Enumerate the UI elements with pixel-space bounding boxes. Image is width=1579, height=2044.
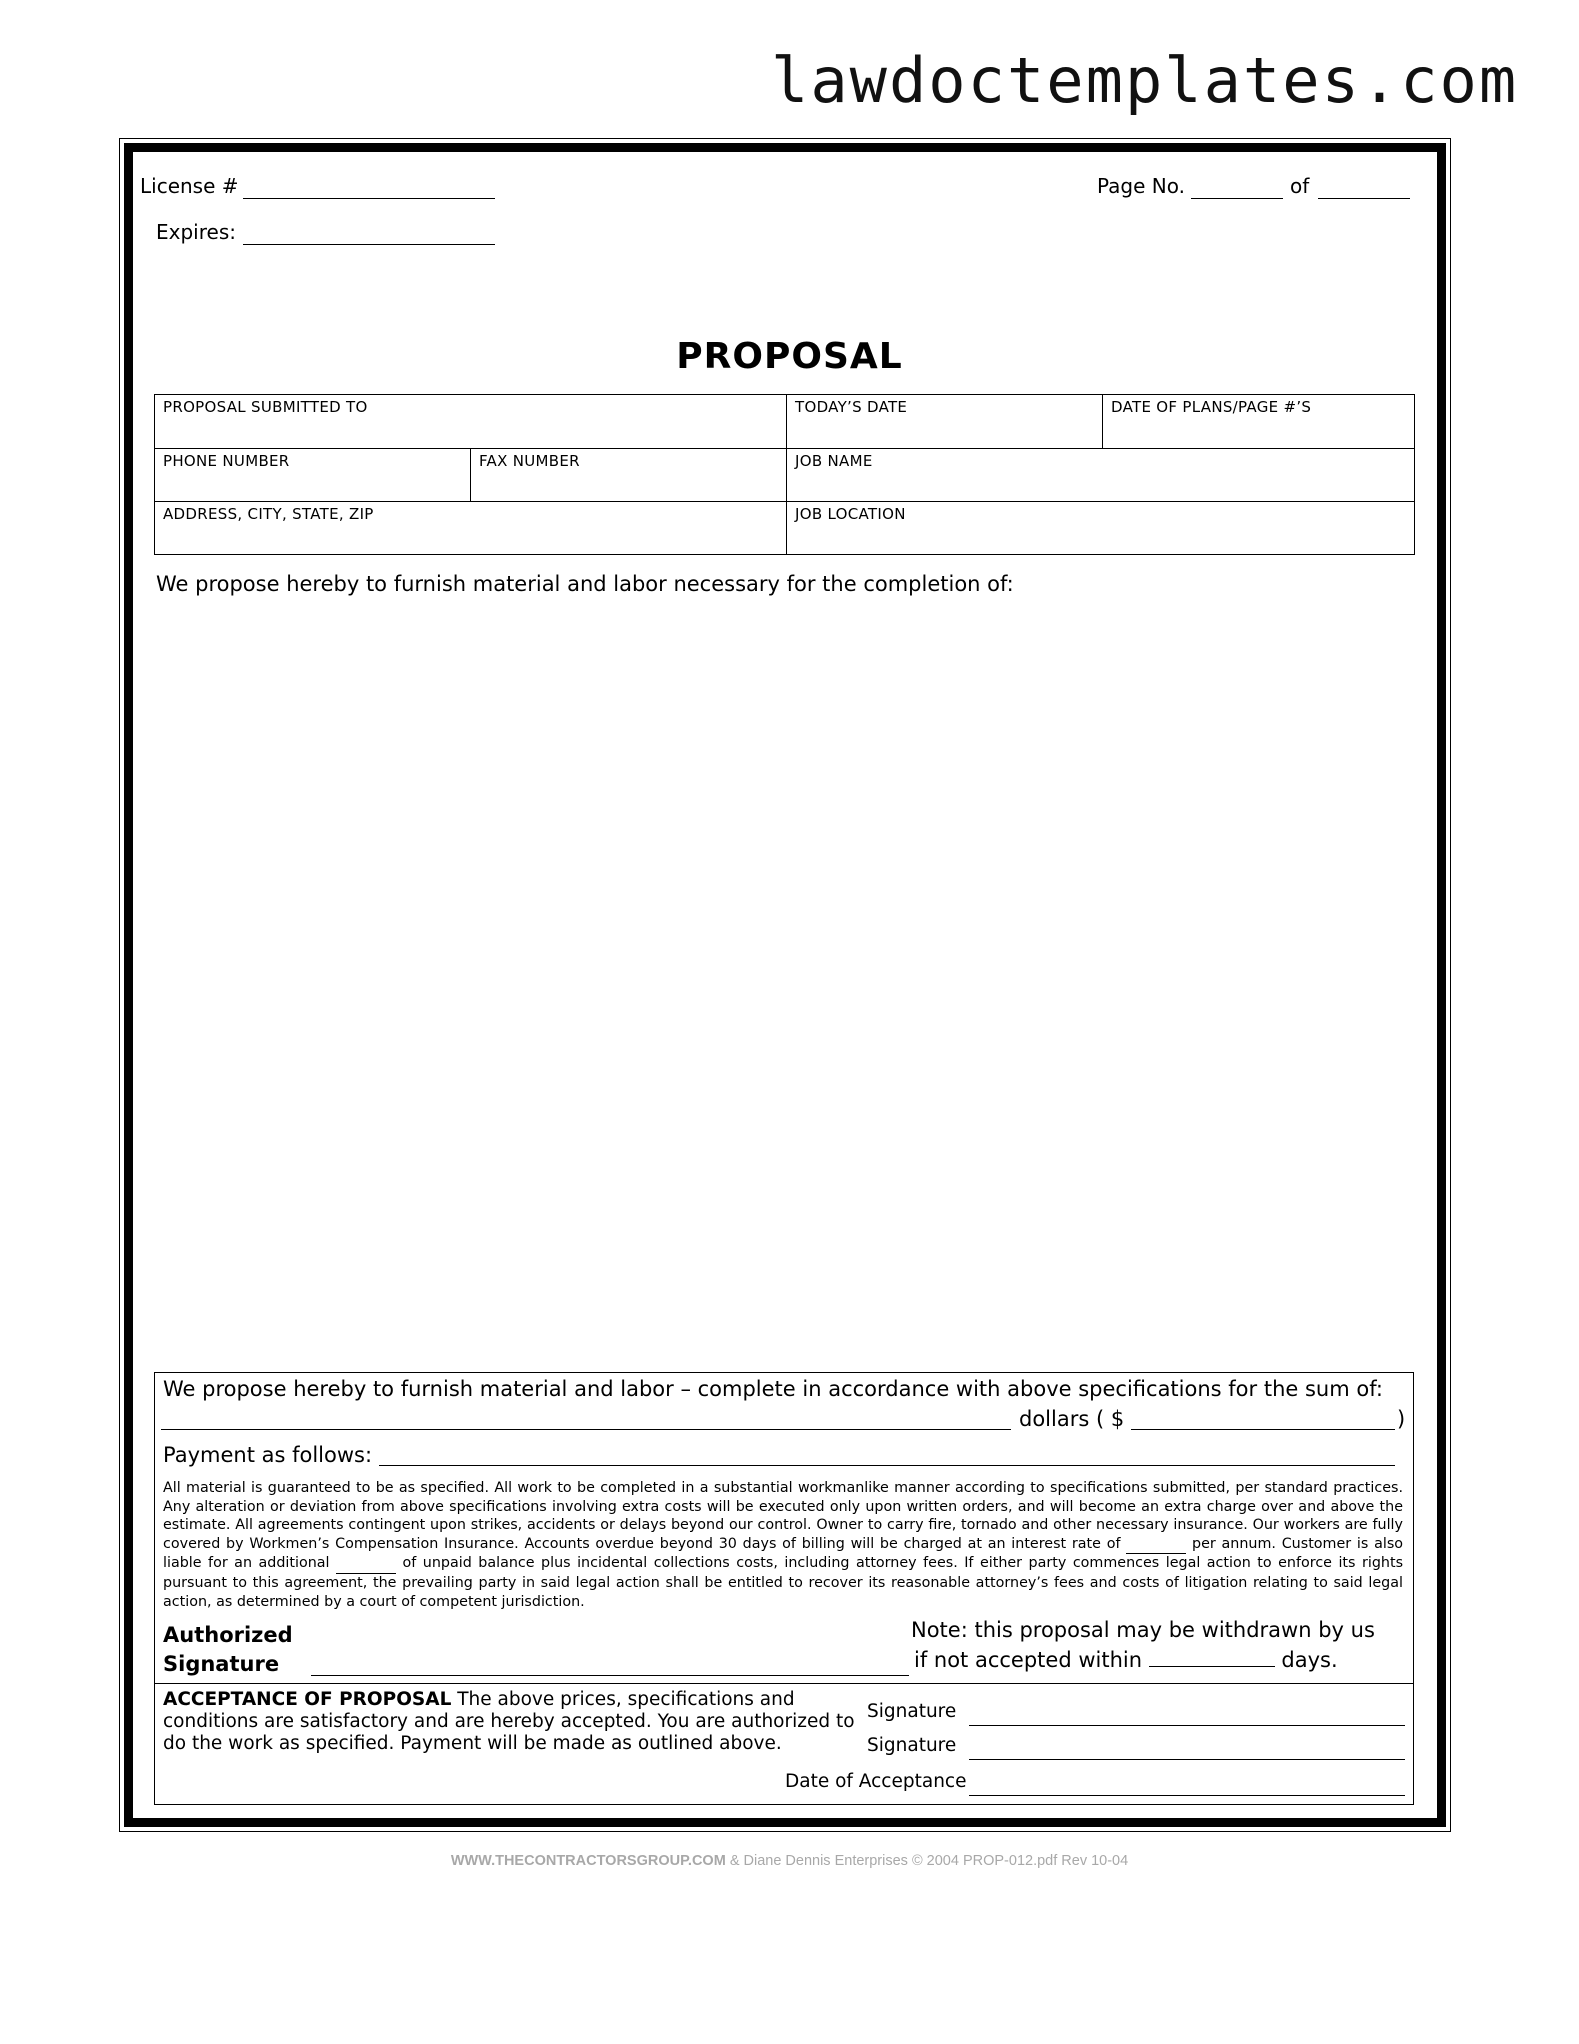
acceptance-signature-2-field[interactable]: [969, 1759, 1405, 1760]
close-paren: ): [1397, 1407, 1406, 1431]
signature-label-1: Signature: [867, 1701, 957, 1722]
payment-terms-field[interactable]: [379, 1465, 1395, 1466]
note-line-2a: if not accepted within: [914, 1648, 1143, 1672]
terms-box: [154, 1372, 1414, 1805]
address-field[interactable]: [155, 502, 787, 555]
license-label: License #: [140, 174, 239, 198]
collection-percent-field[interactable]: [336, 1554, 396, 1574]
payment-label: Payment as follows:: [163, 1443, 373, 1467]
sum-words-field[interactable]: [161, 1429, 1011, 1430]
acceptance-heading: ACCEPTANCE OF PROPOSAL: [163, 1689, 452, 1710]
sum-text: We propose hereby to furnish material and labor – complete in accordance with above specifications for the sum of:: [163, 1377, 1383, 1401]
page-no-field[interactable]: [1191, 198, 1283, 199]
signature-label-2: Signature: [867, 1735, 957, 1756]
date-of-acceptance-field[interactable]: [969, 1795, 1405, 1796]
footer-credit: [0, 1853, 1579, 1869]
note-line-2b: days.: [1281, 1648, 1338, 1672]
proposal-info-table: [154, 394, 1415, 555]
withdrawal-note: [911, 1615, 1375, 1675]
fax-number-field[interactable]: [471, 449, 787, 502]
footer-site: WWW.THECONTRACTORSGROUP.COM: [450, 1853, 726, 1869]
expires-label: Expires:: [156, 220, 236, 244]
page-no-label: Page No.: [1097, 174, 1185, 198]
authorized-signature-label: [163, 1621, 293, 1679]
dollars-label: dollars ( $: [1019, 1407, 1125, 1431]
interest-rate-field[interactable]: [1126, 1535, 1186, 1555]
proposal-submitted-to-label: PROPOSAL SUBMITTED TO: [163, 398, 368, 416]
acceptance-signature-1-field[interactable]: [969, 1725, 1405, 1726]
phone-number-label: PHONE NUMBER: [163, 452, 290, 470]
days-field[interactable]: [1149, 1646, 1275, 1667]
address-label: ADDRESS, CITY, STATE, ZIP: [163, 505, 374, 523]
job-name-label: JOB NAME: [795, 452, 873, 470]
page-total-field[interactable]: [1318, 198, 1410, 199]
proposal-submitted-to-field[interactable]: [155, 395, 787, 449]
fine-print-part-1: All material is guaranteed to be as specified. All work to be completed in a substantial workmanlike manner according to specifications submitted, per standard practices. Any alteration or deviation from above specifications involving extra costs will be executed only upon written orders, and will become an extra charge over and above the estimate. All agreements contingent upon strikes, accidents or delays beyond our control. Owner to carry fire, tornado and other necessary insurance. Our workers are fully covered by Workmen’s Compensation Insurance. Accounts overdue beyond 30 days of billing will be charged at an interest rate of: [163, 1480, 1403, 1552]
terms-fine-print: [163, 1479, 1403, 1611]
note-line-1: Note: this proposal may be withdrawn by us: [911, 1618, 1375, 1642]
footer-rest: & Diane Dennis Enterprises © 2004 PROP-012.pdf Rev 10-04: [729, 1853, 1129, 1869]
fine-print-part-2: per annum. Customer is also liable for an additional: [163, 1535, 1404, 1572]
authorized-word: Authorized: [163, 1623, 293, 1647]
scope-description-area[interactable]: [156, 610, 1412, 1350]
job-location-label: JOB LOCATION: [795, 505, 906, 523]
todays-date-field[interactable]: [787, 395, 1103, 449]
license-field[interactable]: [243, 198, 495, 199]
page-title: PROPOSAL: [676, 336, 903, 377]
sum-amount-field[interactable]: [1131, 1429, 1395, 1430]
phone-number-field[interactable]: [155, 449, 471, 502]
acceptance-text: [163, 1689, 863, 1755]
signature-word: Signature: [163, 1652, 280, 1676]
authorized-signature-field[interactable]: [311, 1675, 909, 1676]
fine-print-part-3: of unpaid balance plus incidental collections costs, including attorney fees. If either party commences legal action to enforce its rights pursuant to this agreement, the prevailing party in said legal action shall be entitled to recover its reasonable attorney’s fees and costs of litigation relating to said legal action, as determined by a court of competent jurisdiction.: [163, 1555, 1404, 1610]
date-of-plans-label: DATE OF PLANS/PAGE #’S: [1111, 398, 1312, 416]
fax-number-label: FAX NUMBER: [479, 452, 580, 470]
acceptance-body: The above prices, specifications and conditions are satisfactory and are hereby accepted. You are authorized to do the work as specified. Payment will be made as outlined above.: [163, 1689, 855, 1754]
todays-date-label: TODAY’S DATE: [795, 398, 908, 416]
page-of-label: of: [1290, 174, 1310, 198]
watermark: lawdoctemplates.com: [771, 44, 1519, 117]
expires-field[interactable]: [243, 244, 495, 245]
date-of-plans-field[interactable]: [1103, 395, 1415, 449]
date-of-acceptance-label: Date of Acceptance: [785, 1771, 967, 1792]
job-name-field[interactable]: [787, 449, 1415, 502]
acceptance-divider: [155, 1683, 1413, 1684]
scope-intro-text: We propose hereby to furnish material and labor necessary for the completion of:: [156, 572, 1014, 596]
job-location-field[interactable]: [787, 502, 1415, 555]
